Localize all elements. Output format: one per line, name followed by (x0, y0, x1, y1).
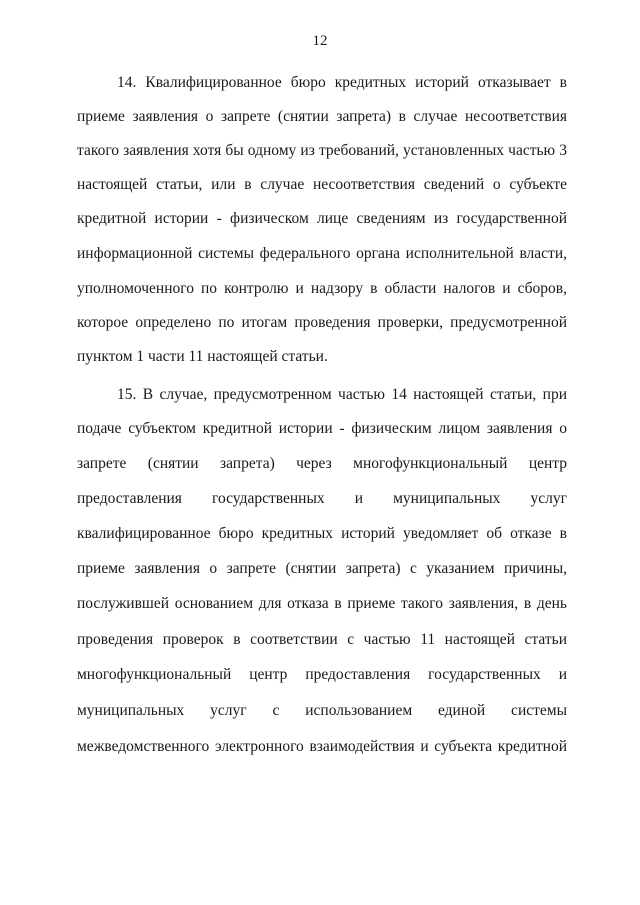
paragraph-14-line: которое определено по итогам проведения проверки, предусмотренной (77, 314, 567, 331)
paragraph-15-line: 15. В случае, предусмотренном частью 14 настоящей статьи, при (117, 386, 567, 403)
paragraph-15-line: квалифицированное бюро кредитных историй уведомляет об отказе в (77, 525, 567, 542)
paragraph-15-line: проведения проверок в соответствии с частью 11 настоящей статьи (77, 631, 567, 648)
paragraph-14-line: 14. Квалифицированное бюро кредитных историй отказывает в (117, 74, 567, 91)
paragraph-15-line: запрете (снятии запрета) через многофункциональный центр (77, 455, 567, 472)
paragraph-15-line: послужившей основанием для отказа в приеме такого заявления, в день (77, 595, 567, 612)
paragraph-14-line: кредитной истории - физическом лице сведениям из государственной (77, 210, 567, 227)
paragraph-15-line: многофункциональный центр предоставления государственных и (77, 666, 567, 683)
paragraph-14-line: уполномоченного по контролю и надзору в области налогов и сборов, (77, 280, 567, 297)
paragraph-15-line: подаче субъектом кредитной истории - физическим лицом заявления о (77, 420, 567, 437)
paragraph-14-line: информационной системы федерального органа исполнительной власти, (77, 245, 567, 262)
paragraph-15-line: межведомственного электронного взаимодействия и субъекта кредитной (77, 738, 567, 755)
paragraph-15-line: предоставления государственных и муниципальных услуг (77, 490, 567, 507)
paragraph-14-line: пунктом 1 части 11 настоящей статьи. (77, 348, 328, 365)
paragraph-15-line: приеме заявления о запрете (снятии запрета) с указанием причины, (77, 560, 567, 577)
paragraph-14-line: приеме заявления о запрете (снятии запрета) в случае несоответствия (77, 108, 567, 125)
page-number: 12 (312, 33, 328, 49)
paragraph-14-line: настоящей статьи, или в случае несоответствия сведений о субъекте (77, 176, 567, 193)
paragraph-14-line: такого заявления хотя бы одному из требований, установленных частью 3 (77, 142, 567, 159)
paragraph-15-line: муниципальных услуг с использованием единой системы (77, 702, 567, 719)
